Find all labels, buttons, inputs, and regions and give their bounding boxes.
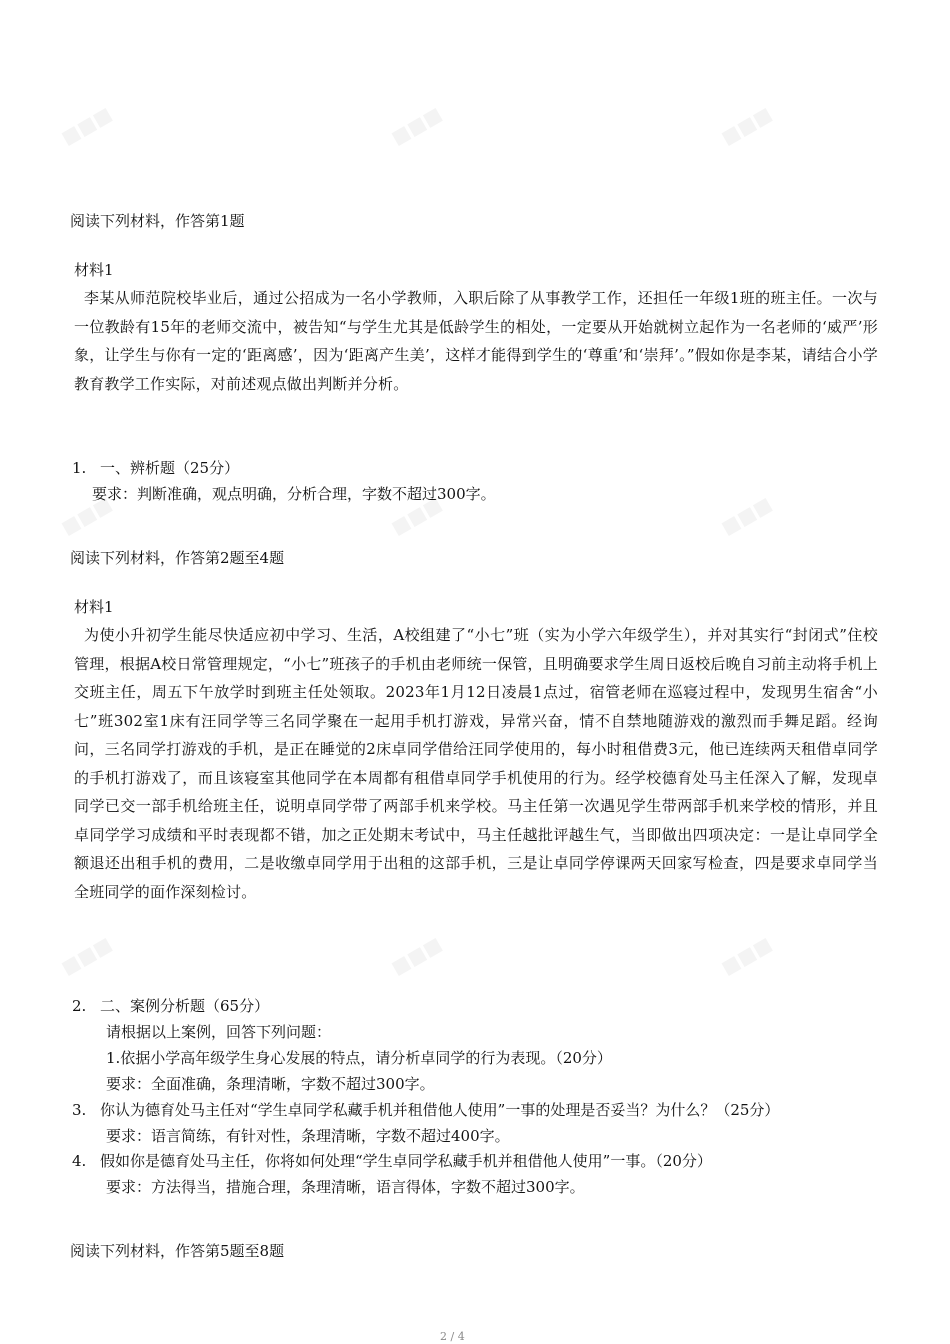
question3-title-line bbox=[72, 1097, 779, 1123]
question4-requirement: 要求：方法得当，措施合理，条理清晰，语言得体，字数不超过300字。 bbox=[106, 1178, 585, 1196]
section1-instruction: 阅读下列材料，作答第1题 bbox=[70, 212, 245, 230]
question2-subquestion: 1.依据小学高年级学生身心发展的特点，请分析卓同学的行为表现。（20分） bbox=[106, 1049, 612, 1067]
question2-title-line bbox=[72, 993, 269, 1019]
page-indicator: 2 / 4 bbox=[440, 1330, 465, 1343]
section2-material-label: 材料1 bbox=[74, 598, 114, 616]
section1-material-text: 李某从师范院校毕业后，通过公招成为一名小学教师，入职后除了从事教学工作，还担任一年级1班的班主任。一次与一位教龄有15年的老师交流中，被告知“与学生尤其是低龄学生的相处，一定要从开始就树立起作为一名老师的‘威严’形象，让学生与你有一定的‘距离感’，因为‘距离产生美’，这样才能得到学生的‘尊重’和‘崇拜’。”假如你是李某，请结合小学教育教学工作实际，对前述观点做出判断并分析。 bbox=[74, 289, 878, 393]
question1-title-line bbox=[72, 455, 239, 481]
watermark: ■■■ bbox=[385, 488, 449, 545]
question3-requirement: 要求：语言简练，有针对性，条理清晰，字数不超过400字。 bbox=[106, 1127, 510, 1145]
watermark: ■■■ bbox=[385, 98, 449, 155]
watermark: ■■■ bbox=[715, 98, 779, 155]
question2-number: 2. bbox=[72, 997, 87, 1015]
watermark: ■■■ bbox=[55, 488, 119, 545]
watermark: ■■■ bbox=[715, 928, 779, 985]
question2-requirement: 要求：全面准确，条理清晰，字数不超过300字。 bbox=[106, 1075, 435, 1093]
question2-title: 二、案例分析题（65分） bbox=[100, 997, 270, 1015]
question3-title: 你认为德育处马主任对“学生卓同学私藏手机并租借他人使用”一事的处理是否妥当？为什么？（25分） bbox=[100, 1101, 780, 1119]
watermark: ■■■ bbox=[385, 928, 449, 985]
question4-title: 假如你是德育处马主任，你将如何处理“学生卓同学私藏手机并租借他人使用”一事。（20分） bbox=[100, 1152, 712, 1170]
watermark: ■■■ bbox=[55, 928, 119, 985]
question2-prompt: 请根据以上案例，回答下列问题： bbox=[106, 1023, 332, 1041]
watermark: ■■■ bbox=[55, 98, 119, 155]
section2-instruction: 阅读下列材料，作答第2题至4题 bbox=[70, 549, 285, 567]
question1-number: 1. bbox=[72, 459, 87, 477]
question4-title-line bbox=[72, 1148, 712, 1174]
watermark: ■■■ bbox=[715, 488, 779, 545]
question1-title: 一、辨析题（25分） bbox=[100, 459, 240, 477]
section2-material-text: 为使小升初学生能尽快适应初中学习、生活，A校组建了“小七”班（实为小学六年级学生），并对其实行“封闭式”住校管理，根据A校日常管理规定，“小七”班孩子的手机由老师统一保管，且明确要求学生周日返校后晚自习前主动将手机上交班主任，周五下午放学时到班主任处领取。2023年1月12日凌晨1点过，宿管老师在巡寝过程中，发现男生宿舍“小七”班302室1床有汪同学等三名同学聚在一起用手机打游戏，异常兴奋，情不自禁地随游戏的激烈而手舞足蹈。经询问，三名同学打游戏的手机，是正在睡觉的2床卓同学借给汪同学使用的，每小时租借费3元，他已连续两天租借卓同学的手机打游戏了，而且该寝室其他同学在本周都有租借卓同学手机使用的行为。经学校德育处马主任深入了解，发现卓同学已交一部手机给班主任，说明卓同学带了两部手机来学校。马主任第一次遇见学生带两部手机来学校的情形，并且卓同学学习成绩和平时表现都不错，加之正处期末考试中，马主任越批评越生气，当即做出四项决定：一是让卓同学全额退还出租手机的费用，二是收缴卓同学用于出租的这部手机，三是让卓同学停课两天回家写检查，四是要求卓同学当全班同学的面作深刻检讨。 bbox=[74, 626, 878, 901]
question4-number: 4. bbox=[72, 1152, 87, 1170]
question1-requirement: 要求：判断准确，观点明确，分析合理，字数不超过300字。 bbox=[92, 485, 496, 503]
section3-instruction: 阅读下列材料，作答第5题至8题 bbox=[70, 1242, 285, 1260]
question3-number: 3. bbox=[72, 1101, 87, 1119]
section1-material-label: 材料1 bbox=[74, 261, 114, 279]
